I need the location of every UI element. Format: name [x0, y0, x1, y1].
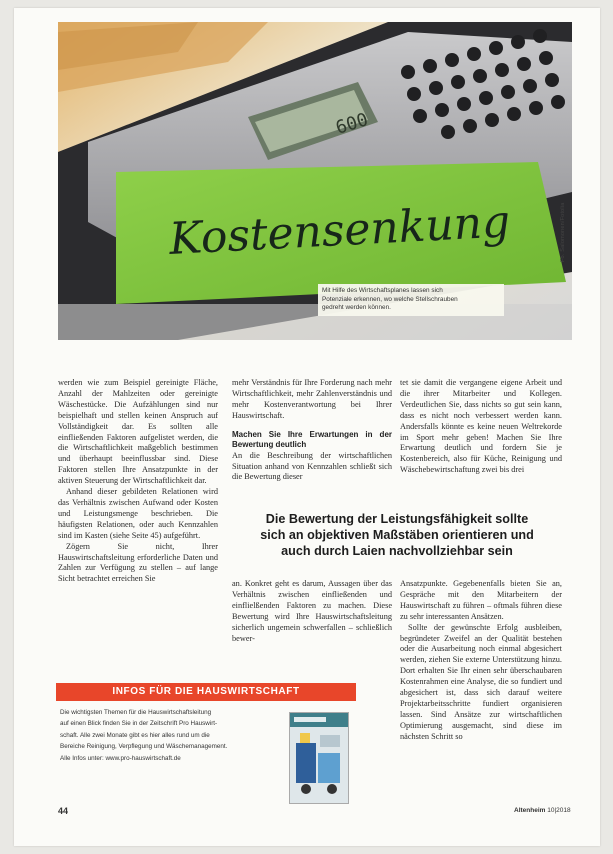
column-2-bottom [232, 579, 392, 644]
paragraph: Sollte der gewünschte Erfolg ausbleiben, begründeter Zweifel an der Qualität bestehen oder die Ausarbeitung noch einmal abgesichert werden, ziehen Sie externe Unterstützung hinzu. Dort erhalten Sie Ihr einen sehr überschaubaren Kostenrahmen eine Analyse, die so fundiert und abgesichert ist, dass sich darauf weitere Projektarbeitsschritte fundiert organisieren lassen. Sind Ansätze zur wirtschaftlichen Optimierung ausgemacht, sind diese im nächsten Schritt so [400, 622, 562, 741]
keyboard-label: Kostensenkung [167, 196, 512, 265]
pull-quote-line: auch durch Laien nachvollziehbar sein [281, 544, 513, 558]
magazine-name: Altenheim [514, 807, 546, 814]
display-value: 600 [333, 109, 371, 139]
magazine-cover-image [289, 712, 349, 804]
photo-credit: Fo. Salomonen/Fotolia [560, 202, 566, 262]
photo-caption [318, 284, 504, 316]
pull-quote-line: Die Bewertung der Leistungsfähigkeit sollte [265, 512, 529, 526]
paragraph: Anhand dieser gebildeten Relationen wird das Verhältnis zwischen Aufwand oder Kosten und Leistungsmenge beschrieben. Die häufigsten Relationen, oder auch Kennzahlen sind im Kasten (siehe Seite 45) aufgeführt. [58, 487, 218, 540]
paragraph: werden wie zum Beispiel gereinigte Fläche, Anzahl der Mahlzeiten oder gereinigte Wäschestücke. Die Aufzählungen sind nur beispielhaft und stellen keinen Anspruch auf Vollständigkeit dar. Es sollten alle einfließenden Faktoren aufgelistet werden, die die Wirtschaftlichkeit maßgeblich bestimmen und überhaupt beeinflussbar sind. Diese Faktoren stellen Ihre Ansatzpunkte in der aktiven Steuerung der Wirtschaftlichkeit dar. [58, 378, 218, 486]
info-line: schaft. Alle zwei Monate gibt es hier alles rund um die [60, 731, 210, 739]
column-2-top [232, 378, 392, 483]
caption-line: Potenziale erkennen, wo welche Stellschrauben [322, 295, 458, 303]
paragraph: Zögern Sie nicht, Ihrer Hauswirtschaftsleitung erforderliche Daten und Zahlen zur Verfügung zu stellen – auf lange Sicht betrachtet erreichen Sie [58, 541, 218, 584]
info-line: auf einen Blick finden Sie in der Zeitschrift Pro Hauswirt- [60, 720, 218, 728]
info-line[interactable]: Alle Infos unter: www.pro-hauswirtschaft.de [60, 754, 181, 762]
column-3-bottom [400, 579, 562, 743]
info-box-title: INFOS FÜR DIE HAUSWIRTSCHAFT [56, 683, 356, 701]
info-line: Die wichtigsten Themen für die Hauswirtschaftsleitung [60, 709, 212, 716]
magazine-footer [514, 807, 571, 814]
paragraph: tet sie damit die vergangene eigene Arbeit und die ihrer Mitarbeiter und Kollegen. Verdeutlichen Sie, dass nichts so gut sein kann, dass es nicht noch verbessert werden kann. Andersfalls könnte es keine neuen Weltrekorde im Sport mehr geben! Machen Sie Ihre Erwartung deutlich und fordern Sie je Kostenbereich, also für Küche, Reinigung und Wäschebewirtschaftung zwei bis drei [400, 378, 562, 475]
paragraph: Ansatzpunkte. Gegebenenfalls bieten Sie an, Gespräche mit den Mitarbeitern der Hauswirtschaft zu führen – oftmals führen diese zu sehr interessanten Ansätzen. [400, 579, 562, 621]
column-1 [58, 378, 218, 585]
paragraph: mehr Verständnis für Ihre Forderung nach mehr Wirtschaftlichkeit, mehr Zahlenverständnis und mehr Kostenverantwortung bei Ihrer Hauswirtschaft. [232, 378, 392, 420]
paragraph: An die Beschreibung der wirtschaftlichen Situation anhand von Kennzahlen schließt sich die Bewertung dieser [232, 450, 392, 482]
paragraph: an. Konkret geht es darum, Aussagen über das Verhältnis zwischen einfließenden und einflielßenden Faktoren zu machen. Diese Bewertung wird Ihre Hauswirtschaftsleitung sicherlich ungemein schwerfallen – schließlich bewer- [232, 579, 392, 643]
caption-line: Mit Hilfe des Wirtschaftsplanes lassen sich [322, 287, 443, 294]
caption-line: gedreht werden können. [322, 304, 391, 311]
page-number: 44 [58, 806, 69, 816]
info-line: Bereiche Reinigung, Verpflegung und Wäschemanagement. [60, 743, 228, 751]
pull-quote-line: sich an objektiven Maßstäben orientieren und [260, 528, 534, 542]
magazine-issue: 10|2018 [547, 807, 571, 814]
info-box-text [60, 707, 292, 764]
pull-quote [232, 511, 562, 559]
column-3-top [400, 378, 562, 476]
section-heading: Machen Sie Ihre Erwartungen in der Bewertung deutlich [232, 429, 392, 449]
